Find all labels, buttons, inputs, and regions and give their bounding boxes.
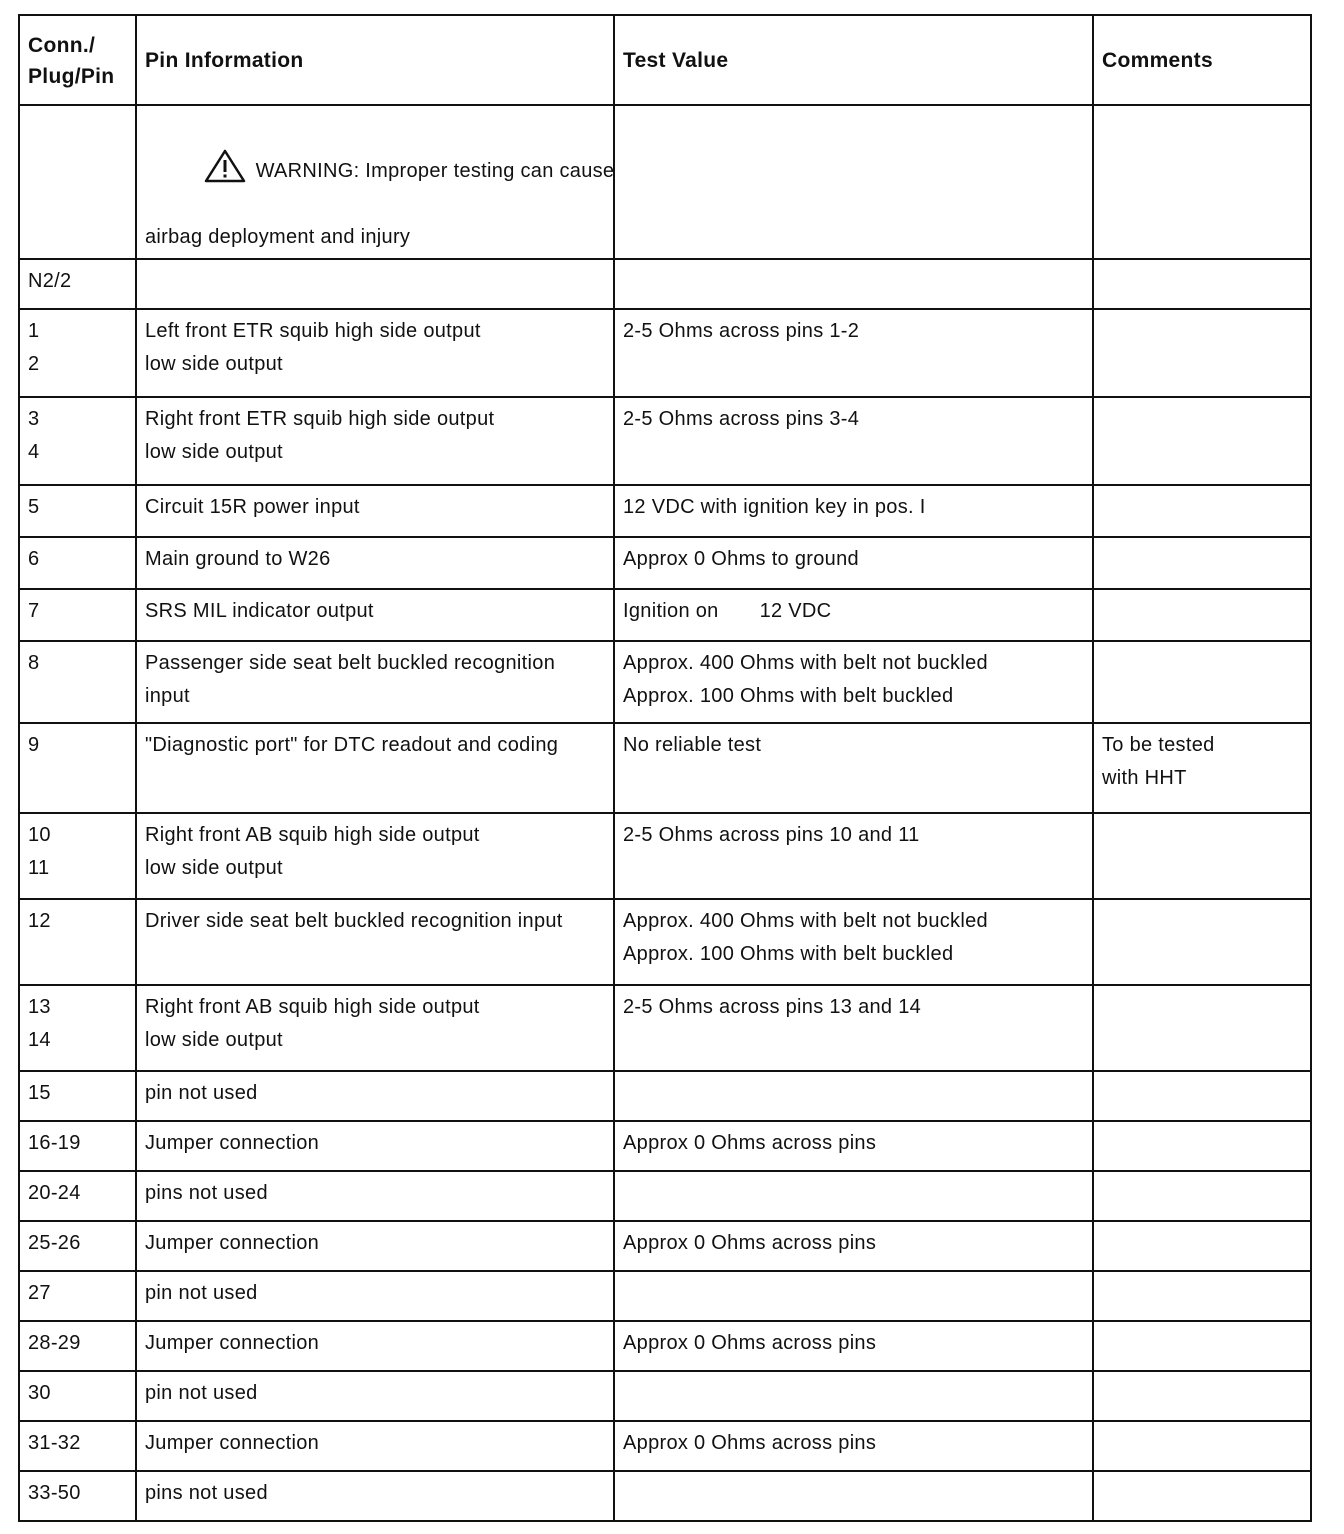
test-value-cell — [614, 537, 1093, 589]
pin-cell-line: 27 — [28, 1282, 51, 1304]
header-test-value: Test Value — [614, 15, 1093, 105]
comment-cell — [1093, 899, 1311, 985]
pin-cell-line: 30 — [28, 1382, 51, 1404]
pin-cell-line: 13 — [28, 996, 51, 1018]
pin-cell-line: 28-29 — [28, 1332, 81, 1354]
test-value-cell-line: Approx 0 Ohms across pins — [623, 1132, 877, 1154]
pin-info-cell-line: input — [145, 685, 190, 707]
header-conn-line2: Plug/Pin — [28, 64, 115, 88]
pin-info-cell-line: low side output — [145, 1029, 283, 1051]
table-row — [19, 485, 1311, 537]
pin-cell-line: 14 — [28, 1029, 51, 1051]
pin-info-cell — [136, 723, 614, 813]
pin-info-cell-line: Passenger side seat belt buckled recognition — [145, 652, 556, 674]
pin-cell — [19, 397, 136, 485]
comment-cell — [1093, 397, 1311, 485]
warning-line2: airbag deployment and injury — [145, 226, 411, 248]
pin-cell-line: 31-32 — [28, 1432, 81, 1454]
test-value-cell-line: 2-5 Ohms across pins 3-4 — [623, 408, 860, 430]
pin-cell-line: 15 — [28, 1082, 51, 1104]
test-value-cell — [614, 309, 1093, 397]
pin-cell-line: 12 — [28, 910, 51, 932]
test-value-cell — [614, 1221, 1093, 1271]
pin-info-cell — [136, 1221, 614, 1271]
pin-cell — [19, 899, 136, 985]
test-value-cell — [614, 899, 1093, 985]
test-value-cell-line: Approx. 100 Ohms with belt buckled — [623, 685, 954, 707]
comment-cell — [1093, 485, 1311, 537]
pin-cell — [19, 1071, 136, 1121]
pin-cell — [19, 1471, 136, 1521]
test-value-cell-line: 2-5 Ohms across pins 10 and 11 — [623, 824, 920, 846]
pin-cell — [19, 1171, 136, 1221]
pin-info-cell — [136, 1121, 614, 1171]
warning-triangle-icon — [204, 149, 246, 183]
header-conn-line1: Conn./ — [28, 33, 96, 57]
pin-cell-line: 20-24 — [28, 1182, 81, 1204]
comment-cell — [1093, 259, 1311, 309]
pin-info-cell — [136, 259, 614, 309]
pin-cell — [19, 1221, 136, 1271]
pin-info-cell-line: Left front ETR squib high side output — [145, 320, 481, 342]
pin-info-cell-line: Jumper connection — [145, 1332, 320, 1354]
table-row — [19, 1071, 1311, 1121]
test-value-cell — [614, 397, 1093, 485]
table-row — [19, 1471, 1311, 1521]
test-value-cell-line: Approx. 400 Ohms with belt not buckled — [623, 910, 988, 932]
warning-pin-cell — [19, 105, 136, 259]
pin-info-cell-line: Right front AB squib high side output — [145, 996, 480, 1018]
pin-info-cell — [136, 1171, 614, 1221]
pin-cell-line: N2/2 — [28, 270, 72, 292]
pin-test-table — [18, 14, 1312, 1522]
table-row — [19, 259, 1311, 309]
pin-info-cell-line: low side output — [145, 353, 283, 375]
header-comments: Comments — [1093, 15, 1311, 105]
pin-cell — [19, 309, 136, 397]
table-row — [19, 1271, 1311, 1321]
test-value-cell — [614, 589, 1093, 641]
pin-info-cell-line: Main ground to W26 — [145, 548, 331, 570]
pin-cell — [19, 985, 136, 1071]
pin-info-cell-line: Right front AB squib high side output — [145, 824, 480, 846]
pin-info-cell-line: Right front ETR squib high side output — [145, 408, 495, 430]
comment-cell — [1093, 1471, 1311, 1521]
test-value-cell-line: Approx. 400 Ohms with belt not buckled — [623, 652, 988, 674]
pin-info-cell — [136, 1271, 614, 1321]
pin-cell — [19, 1271, 136, 1321]
pin-info-cell — [136, 1421, 614, 1471]
table-row — [19, 537, 1311, 589]
table-row — [19, 1371, 1311, 1421]
table-row — [19, 1421, 1311, 1471]
test-value-cell-line: Approx 0 Ohms to ground — [623, 548, 859, 570]
pin-cell-line: 3 — [28, 408, 40, 430]
pin-info-cell-line: pin not used — [145, 1382, 258, 1404]
pin-cell-line: 9 — [28, 734, 40, 756]
test-value-cell — [614, 1321, 1093, 1371]
pin-info-cell — [136, 537, 614, 589]
pin-info-cell-line: low side output — [145, 857, 283, 879]
comment-cell — [1093, 1221, 1311, 1271]
pin-info-cell — [136, 1071, 614, 1121]
header-row — [19, 15, 1311, 105]
comment-cell — [1093, 985, 1311, 1071]
header-conn-plug-pin — [19, 15, 136, 105]
comment-cell-line: with HHT — [1102, 767, 1187, 789]
warning-comment-cell — [1093, 105, 1311, 259]
table-row — [19, 899, 1311, 985]
comment-cell — [1093, 1071, 1311, 1121]
test-value-cell — [614, 1271, 1093, 1321]
pin-info-cell — [136, 1321, 614, 1371]
pin-cell-line: 7 — [28, 600, 40, 622]
pin-info-cell — [136, 1471, 614, 1521]
test-value-cell — [614, 723, 1093, 813]
pin-cell — [19, 259, 136, 309]
table-row — [19, 1171, 1311, 1221]
pin-info-cell — [136, 899, 614, 985]
pin-info-cell — [136, 485, 614, 537]
warning-test-cell — [614, 105, 1093, 259]
table-row — [19, 1321, 1311, 1371]
pin-cell-line: 8 — [28, 652, 40, 674]
test-value-cell-line: 12 VDC with ignition key in pos. I — [623, 496, 926, 518]
test-value-cell — [614, 259, 1093, 309]
pin-info-cell — [136, 1371, 614, 1421]
test-value-cell — [614, 1071, 1093, 1121]
test-value-cell — [614, 485, 1093, 537]
pin-info-cell-line: low side output — [145, 441, 283, 463]
test-value-cell — [614, 1471, 1093, 1521]
pin-cell — [19, 485, 136, 537]
table-row — [19, 397, 1311, 485]
pin-info-cell — [136, 641, 614, 723]
test-value-cell-line: 2-5 Ohms across pins 13 and 14 — [623, 996, 922, 1018]
comment-cell — [1093, 1321, 1311, 1371]
pin-cell — [19, 813, 136, 899]
pin-cell — [19, 641, 136, 723]
table-row — [19, 589, 1311, 641]
test-value-cell — [614, 1421, 1093, 1471]
pin-cell-line: 1 — [28, 320, 40, 342]
test-value-cell — [614, 985, 1093, 1071]
pin-info-cell-line: Circuit 15R power input — [145, 496, 360, 518]
pin-info-cell-line: pin not used — [145, 1082, 258, 1104]
table-row — [19, 1121, 1311, 1171]
pin-info-cell-line: Jumper connection — [145, 1132, 320, 1154]
test-value-cell-line: No reliable test — [623, 734, 762, 756]
table-row — [19, 985, 1311, 1071]
comment-cell — [1093, 641, 1311, 723]
pin-cell-line: 2 — [28, 353, 40, 375]
pin-info-cell — [136, 813, 614, 899]
pin-info-cell-line: Driver side seat belt buckled recognition input — [145, 910, 563, 932]
test-value-cell-line: Approx. 100 Ohms with belt buckled — [623, 943, 954, 965]
warning-line1: WARNING: Improper testing can cause — [255, 160, 615, 182]
pin-info-cell — [136, 397, 614, 485]
comment-cell-line: To be tested — [1102, 734, 1215, 756]
test-value-cell — [614, 641, 1093, 723]
pin-cell — [19, 1321, 136, 1371]
test-value-cell-line: Approx 0 Ohms across pins — [623, 1332, 877, 1354]
pin-cell — [19, 589, 136, 641]
pin-cell-line: 11 — [28, 857, 50, 879]
pin-cell-line: 16-19 — [28, 1132, 81, 1154]
pin-info-cell-line: Jumper connection — [145, 1432, 320, 1454]
pin-cell — [19, 1421, 136, 1471]
pin-info-cell — [136, 309, 614, 397]
pin-cell-line: 5 — [28, 496, 40, 518]
comment-cell — [1093, 1171, 1311, 1221]
comment-cell — [1093, 537, 1311, 589]
test-value-cell — [614, 1371, 1093, 1421]
test-value-cell — [614, 1171, 1093, 1221]
pin-info-cell-line: "Diagnostic port" for DTC readout and coding — [145, 734, 559, 756]
pin-info-cell-line: pins not used — [145, 1482, 268, 1504]
test-value-cell-line: Approx 0 Ohms across pins — [623, 1232, 877, 1254]
table-row — [19, 1221, 1311, 1271]
pin-info-cell-line: pin not used — [145, 1282, 258, 1304]
pin-info-cell-line: Jumper connection — [145, 1232, 320, 1254]
comment-cell — [1093, 1371, 1311, 1421]
pin-info-cell-line: SRS MIL indicator output — [145, 600, 374, 622]
pin-info-cell — [136, 985, 614, 1071]
test-value-cell — [614, 813, 1093, 899]
comment-cell — [1093, 813, 1311, 899]
comment-cell — [1093, 309, 1311, 397]
pin-cell-line: 33-50 — [28, 1482, 81, 1504]
pin-cell-line: 25-26 — [28, 1232, 81, 1254]
table-row — [19, 309, 1311, 397]
test-value-cell-line: 2-5 Ohms across pins 1-2 — [623, 320, 860, 342]
pin-cell-line: 10 — [28, 824, 51, 846]
test-value-cell-line: Approx 0 Ohms across pins — [623, 1432, 877, 1454]
comment-cell — [1093, 1121, 1311, 1171]
table-row — [19, 723, 1311, 813]
pin-info-cell — [136, 589, 614, 641]
table-row — [19, 641, 1311, 723]
header-pin-information: Pin Information — [136, 15, 614, 105]
test-value-cell-line: Ignition on 12 VDC — [623, 600, 832, 622]
comment-cell — [1093, 1271, 1311, 1321]
pin-cell — [19, 1371, 136, 1421]
pin-cell-line: 6 — [28, 548, 40, 570]
pin-cell — [19, 537, 136, 589]
pin-cell — [19, 1121, 136, 1171]
pin-info-cell-line: pins not used — [145, 1182, 268, 1204]
pin-cell-line: 4 — [28, 441, 40, 463]
comment-cell — [1093, 589, 1311, 641]
test-value-cell — [614, 1121, 1093, 1171]
table-row — [19, 813, 1311, 899]
comment-cell — [1093, 723, 1311, 813]
pin-cell — [19, 723, 136, 813]
warning-row — [19, 105, 1311, 259]
comment-cell — [1093, 1421, 1311, 1471]
warning-cell — [136, 105, 614, 259]
